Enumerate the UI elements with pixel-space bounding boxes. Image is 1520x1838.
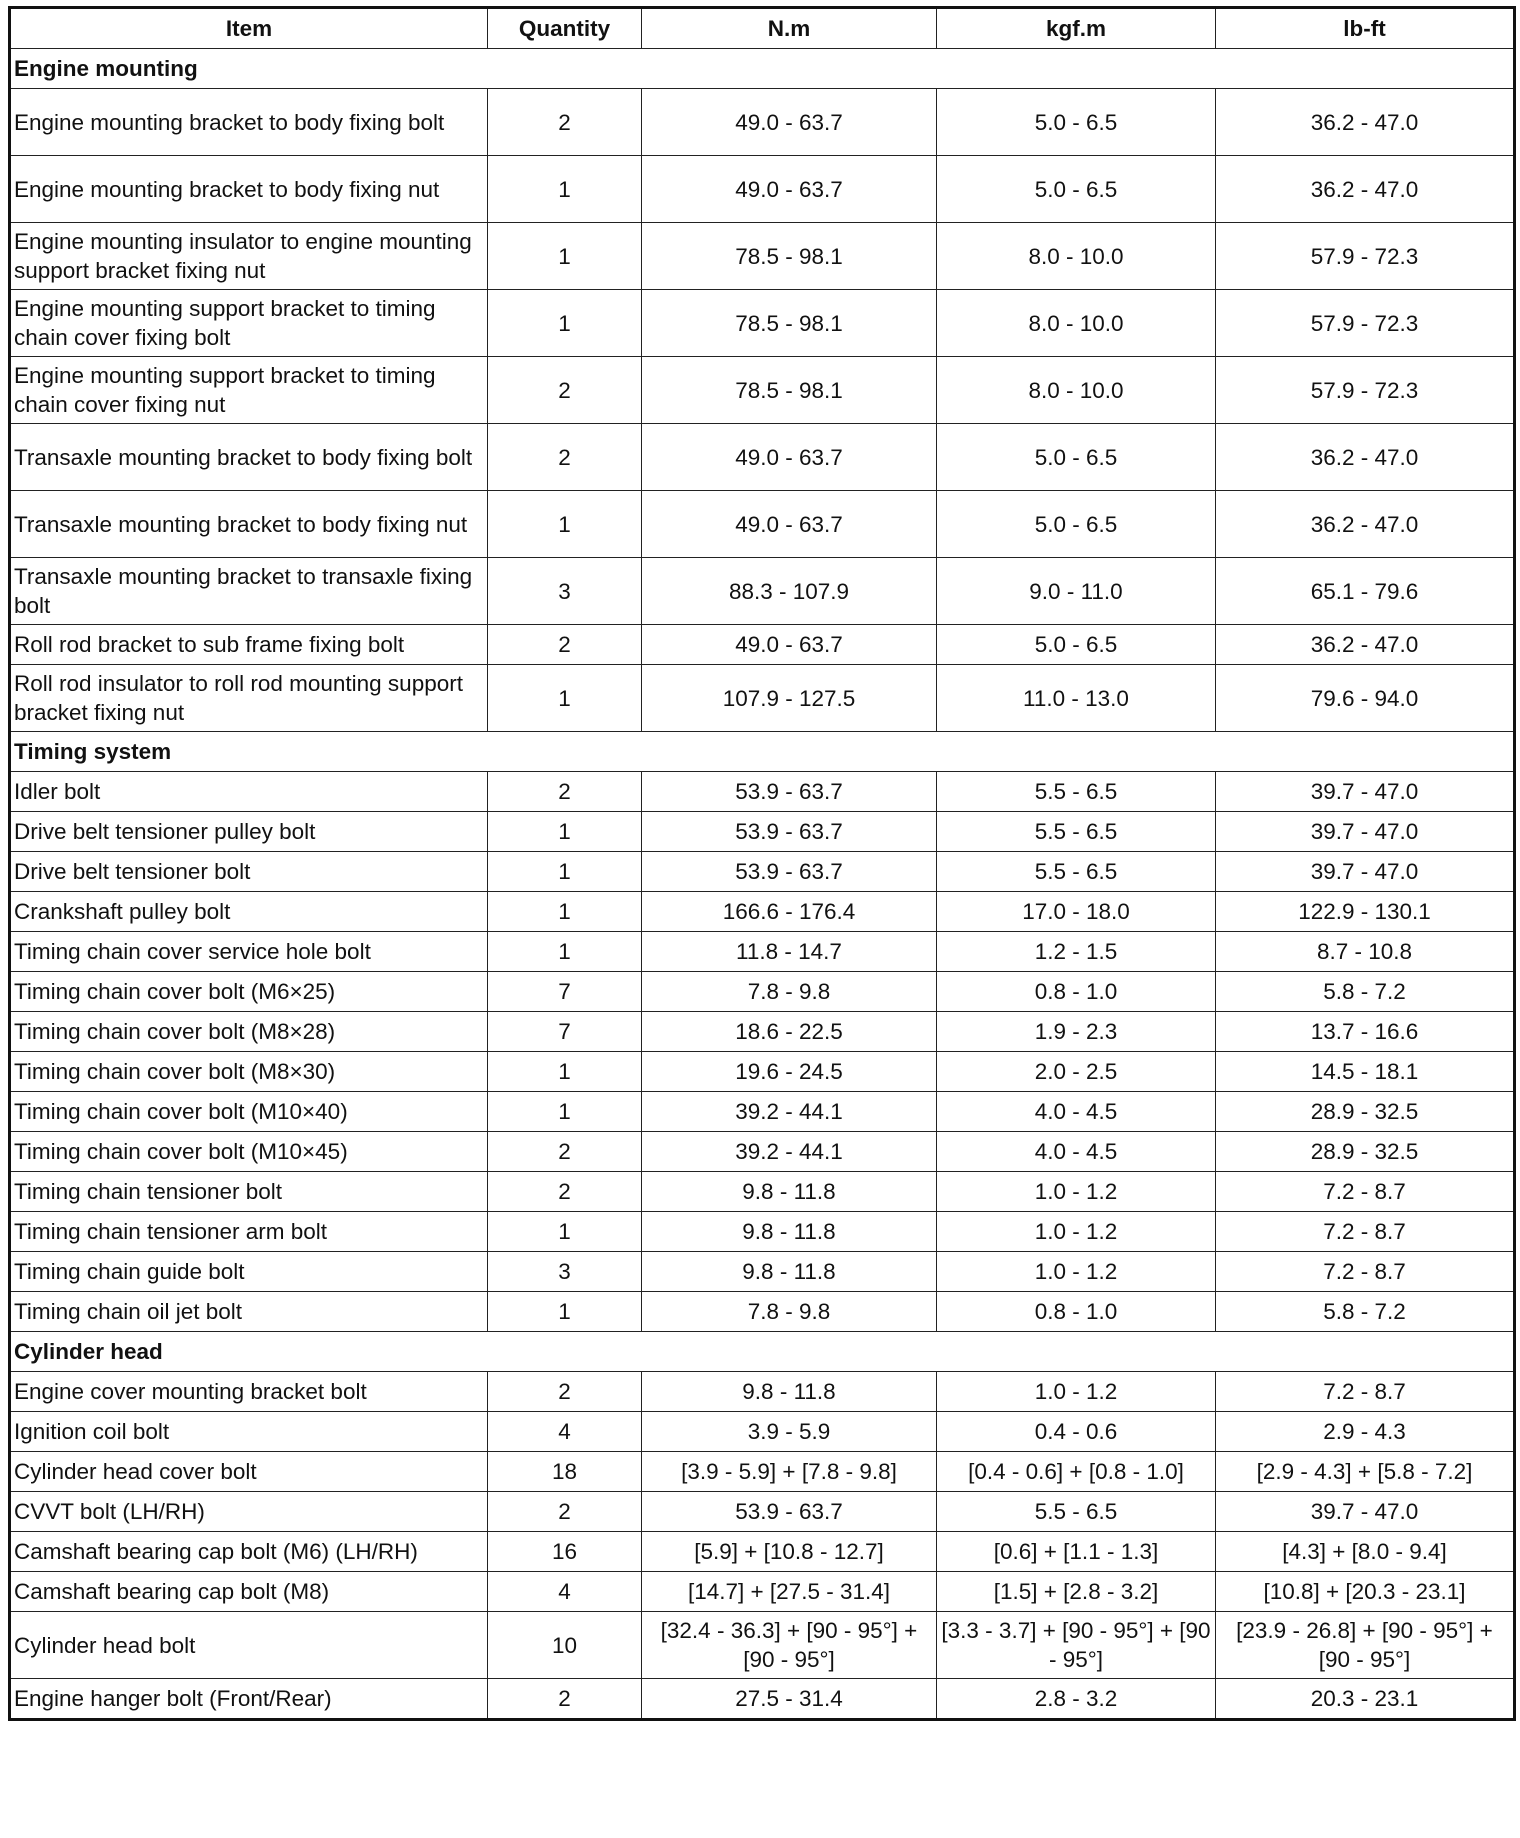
table-row	[10, 665, 1515, 732]
cell-quantity: 2	[488, 772, 642, 812]
cell-kgfm: 5.0 - 6.5	[937, 625, 1216, 665]
cell-lbft: 65.1 - 79.6	[1216, 558, 1515, 625]
cell-lbft: 57.9 - 72.3	[1216, 357, 1515, 424]
table-row	[10, 625, 1515, 665]
cell-lbft: 28.9 - 32.5	[1216, 1132, 1515, 1172]
cell-item: Timing chain cover bolt (M6×25)	[10, 972, 488, 1012]
cell-lbft: 5.8 - 7.2	[1216, 1292, 1515, 1332]
section-title: Cylinder head	[10, 1332, 1515, 1372]
cell-quantity: 1	[488, 812, 642, 852]
cell-lbft: [23.9 - 26.8] + [90 - 95°] + [90 - 95°]	[1216, 1612, 1515, 1679]
torque-spec-table	[8, 6, 1516, 1721]
cell-lbft: 20.3 - 23.1	[1216, 1679, 1515, 1720]
table-row	[10, 1172, 1515, 1212]
cell-item: Engine hanger bolt (Front/Rear)	[10, 1679, 488, 1720]
cell-item: Engine mounting support bracket to timing chain cover fixing nut	[10, 357, 488, 424]
table-row	[10, 1532, 1515, 1572]
table-row	[10, 1092, 1515, 1132]
cell-lbft: 5.8 - 7.2	[1216, 972, 1515, 1012]
table-row	[10, 1612, 1515, 1679]
cell-quantity: 1	[488, 1052, 642, 1092]
cell-quantity: 2	[488, 1492, 642, 1532]
cell-kgfm: 4.0 - 4.5	[937, 1092, 1216, 1132]
header-quantity: Quantity	[488, 8, 642, 49]
cell-lbft: 13.7 - 16.6	[1216, 1012, 1515, 1052]
cell-item: Camshaft bearing cap bolt (M6) (LH/RH)	[10, 1532, 488, 1572]
cell-quantity: 2	[488, 89, 642, 156]
cell-nm: 9.8 - 11.8	[642, 1252, 937, 1292]
cell-kgfm: 8.0 - 10.0	[937, 223, 1216, 290]
cell-quantity: 18	[488, 1452, 642, 1492]
section-row	[10, 1332, 1515, 1372]
cell-lbft: 39.7 - 47.0	[1216, 772, 1515, 812]
cell-quantity: 1	[488, 290, 642, 357]
cell-lbft: 36.2 - 47.0	[1216, 424, 1515, 491]
header-nm: N.m	[642, 8, 937, 49]
torque-spec-page	[8, 6, 1513, 1721]
cell-kgfm: 0.8 - 1.0	[937, 972, 1216, 1012]
cell-kgfm: 5.5 - 6.5	[937, 1492, 1216, 1532]
cell-nm: 107.9 - 127.5	[642, 665, 937, 732]
cell-item: Cylinder head cover bolt	[10, 1452, 488, 1492]
cell-quantity: 2	[488, 357, 642, 424]
cell-nm: 3.9 - 5.9	[642, 1412, 937, 1452]
cell-nm: [3.9 - 5.9] + [7.8 - 9.8]	[642, 1452, 937, 1492]
table-row	[10, 357, 1515, 424]
cell-kgfm: 1.0 - 1.2	[937, 1172, 1216, 1212]
cell-item: Timing chain cover bolt (M8×30)	[10, 1052, 488, 1092]
cell-quantity: 1	[488, 156, 642, 223]
cell-quantity: 2	[488, 625, 642, 665]
cell-item: Transaxle mounting bracket to transaxle fixing bolt	[10, 558, 488, 625]
cell-lbft: [10.8] + [20.3 - 23.1]	[1216, 1572, 1515, 1612]
cell-quantity: 3	[488, 1252, 642, 1292]
cell-item: Drive belt tensioner bolt	[10, 852, 488, 892]
cell-quantity: 16	[488, 1532, 642, 1572]
cell-lbft: 28.9 - 32.5	[1216, 1092, 1515, 1132]
cell-nm: 7.8 - 9.8	[642, 1292, 937, 1332]
cell-item: Engine mounting insulator to engine mounting support bracket fixing nut	[10, 223, 488, 290]
cell-kgfm: 1.0 - 1.2	[937, 1212, 1216, 1252]
cell-kgfm: 5.0 - 6.5	[937, 491, 1216, 558]
cell-nm: 53.9 - 63.7	[642, 772, 937, 812]
cell-nm: [5.9] + [10.8 - 12.7]	[642, 1532, 937, 1572]
table-row	[10, 1372, 1515, 1412]
cell-nm: 49.0 - 63.7	[642, 156, 937, 223]
table-row	[10, 1492, 1515, 1532]
cell-item: Timing chain tensioner arm bolt	[10, 1212, 488, 1252]
cell-lbft: 7.2 - 8.7	[1216, 1212, 1515, 1252]
cell-quantity: 1	[488, 223, 642, 290]
cell-nm: 49.0 - 63.7	[642, 625, 937, 665]
table-row	[10, 290, 1515, 357]
cell-quantity: 1	[488, 892, 642, 932]
table-row	[10, 1679, 1515, 1720]
cell-lbft: 79.6 - 94.0	[1216, 665, 1515, 732]
cell-kgfm: [0.6] + [1.1 - 1.3]	[937, 1532, 1216, 1572]
cell-nm: 9.8 - 11.8	[642, 1172, 937, 1212]
cell-kgfm: 1.0 - 1.2	[937, 1372, 1216, 1412]
cell-nm: 39.2 - 44.1	[642, 1092, 937, 1132]
cell-lbft: 7.2 - 8.7	[1216, 1172, 1515, 1212]
cell-lbft: 57.9 - 72.3	[1216, 290, 1515, 357]
section-row	[10, 732, 1515, 772]
cell-nm: 39.2 - 44.1	[642, 1132, 937, 1172]
cell-item: Timing chain oil jet bolt	[10, 1292, 488, 1332]
cell-nm: 53.9 - 63.7	[642, 1492, 937, 1532]
section-title: Timing system	[10, 732, 1515, 772]
cell-item: Transaxle mounting bracket to body fixing nut	[10, 491, 488, 558]
cell-lbft: 39.7 - 47.0	[1216, 852, 1515, 892]
table-body	[10, 49, 1515, 1720]
cell-item: Engine cover mounting bracket bolt	[10, 1372, 488, 1412]
cell-nm: 78.5 - 98.1	[642, 223, 937, 290]
cell-item: Camshaft bearing cap bolt (M8)	[10, 1572, 488, 1612]
cell-item: Engine mounting support bracket to timing chain cover fixing bolt	[10, 290, 488, 357]
cell-kgfm: 11.0 - 13.0	[937, 665, 1216, 732]
cell-lbft: 36.2 - 47.0	[1216, 625, 1515, 665]
cell-item: Timing chain tensioner bolt	[10, 1172, 488, 1212]
cell-kgfm: 0.8 - 1.0	[937, 1292, 1216, 1332]
table-row	[10, 156, 1515, 223]
cell-nm: 166.6 - 176.4	[642, 892, 937, 932]
cell-lbft: [2.9 - 4.3] + [5.8 - 7.2]	[1216, 1452, 1515, 1492]
table-row	[10, 491, 1515, 558]
cell-item: Timing chain cover bolt (M10×45)	[10, 1132, 488, 1172]
table-row	[10, 1012, 1515, 1052]
cell-item: Roll rod insulator to roll rod mounting support bracket fixing nut	[10, 665, 488, 732]
cell-nm: 18.6 - 22.5	[642, 1012, 937, 1052]
cell-quantity: 2	[488, 1372, 642, 1412]
cell-nm: 78.5 - 98.1	[642, 357, 937, 424]
table-row	[10, 1252, 1515, 1292]
cell-kgfm: 2.0 - 2.5	[937, 1052, 1216, 1092]
cell-nm: 7.8 - 9.8	[642, 972, 937, 1012]
cell-kgfm: 5.5 - 6.5	[937, 812, 1216, 852]
table-row	[10, 772, 1515, 812]
cell-lbft: 7.2 - 8.7	[1216, 1372, 1515, 1412]
table-row	[10, 223, 1515, 290]
table-row	[10, 812, 1515, 852]
cell-lbft: 14.5 - 18.1	[1216, 1052, 1515, 1092]
cell-lbft: 8.7 - 10.8	[1216, 932, 1515, 972]
header-item: Item	[10, 8, 488, 49]
cell-item: Timing chain cover bolt (M10×40)	[10, 1092, 488, 1132]
cell-lbft: 122.9 - 130.1	[1216, 892, 1515, 932]
cell-kgfm: 5.5 - 6.5	[937, 772, 1216, 812]
cell-kgfm: 0.4 - 0.6	[937, 1412, 1216, 1452]
table-header-row	[10, 8, 1515, 49]
cell-kgfm: 5.0 - 6.5	[937, 424, 1216, 491]
cell-quantity: 2	[488, 424, 642, 491]
cell-kgfm: 5.5 - 6.5	[937, 852, 1216, 892]
cell-kgfm: 9.0 - 11.0	[937, 558, 1216, 625]
cell-quantity: 10	[488, 1612, 642, 1679]
header-lbft: lb-ft	[1216, 8, 1515, 49]
cell-quantity: 1	[488, 665, 642, 732]
cell-kgfm: 4.0 - 4.5	[937, 1132, 1216, 1172]
cell-lbft: 7.2 - 8.7	[1216, 1252, 1515, 1292]
cell-kgfm: 2.8 - 3.2	[937, 1679, 1216, 1720]
cell-quantity: 1	[488, 932, 642, 972]
cell-nm: 11.8 - 14.7	[642, 932, 937, 972]
cell-quantity: 2	[488, 1172, 642, 1212]
table-row	[10, 1052, 1515, 1092]
cell-item: Engine mounting bracket to body fixing nut	[10, 156, 488, 223]
table-row	[10, 932, 1515, 972]
table-row	[10, 424, 1515, 491]
cell-kgfm: 1.2 - 1.5	[937, 932, 1216, 972]
cell-quantity: 1	[488, 1092, 642, 1132]
cell-quantity: 1	[488, 491, 642, 558]
header-kgfm: kgf.m	[937, 8, 1216, 49]
cell-nm: 88.3 - 107.9	[642, 558, 937, 625]
cell-item: CVVT bolt (LH/RH)	[10, 1492, 488, 1532]
cell-nm: 49.0 - 63.7	[642, 89, 937, 156]
cell-nm: 53.9 - 63.7	[642, 852, 937, 892]
cell-lbft: 39.7 - 47.0	[1216, 812, 1515, 852]
cell-item: Crankshaft pulley bolt	[10, 892, 488, 932]
cell-lbft: 36.2 - 47.0	[1216, 156, 1515, 223]
table-row	[10, 972, 1515, 1012]
table-row	[10, 1212, 1515, 1252]
cell-lbft: 57.9 - 72.3	[1216, 223, 1515, 290]
cell-kgfm: 8.0 - 10.0	[937, 357, 1216, 424]
cell-nm: 49.0 - 63.7	[642, 424, 937, 491]
table-row	[10, 1292, 1515, 1332]
cell-quantity: 2	[488, 1132, 642, 1172]
cell-nm: 78.5 - 98.1	[642, 290, 937, 357]
cell-item: Timing chain cover service hole bolt	[10, 932, 488, 972]
cell-nm: 49.0 - 63.7	[642, 491, 937, 558]
cell-item: Drive belt tensioner pulley bolt	[10, 812, 488, 852]
cell-item: Roll rod bracket to sub frame fixing bolt	[10, 625, 488, 665]
cell-quantity: 4	[488, 1412, 642, 1452]
cell-nm: 9.8 - 11.8	[642, 1212, 937, 1252]
cell-quantity: 2	[488, 1679, 642, 1720]
table-row	[10, 558, 1515, 625]
cell-kgfm: 8.0 - 10.0	[937, 290, 1216, 357]
section-row	[10, 49, 1515, 89]
cell-kgfm: [0.4 - 0.6] + [0.8 - 1.0]	[937, 1452, 1216, 1492]
cell-quantity: 1	[488, 852, 642, 892]
table-row	[10, 89, 1515, 156]
table-row	[10, 892, 1515, 932]
cell-nm: 27.5 - 31.4	[642, 1679, 937, 1720]
cell-item: Idler bolt	[10, 772, 488, 812]
cell-nm: [14.7] + [27.5 - 31.4]	[642, 1572, 937, 1612]
section-title: Engine mounting	[10, 49, 1515, 89]
cell-kgfm: 17.0 - 18.0	[937, 892, 1216, 932]
cell-item: Engine mounting bracket to body fixing bolt	[10, 89, 488, 156]
table-row	[10, 1412, 1515, 1452]
cell-quantity: 3	[488, 558, 642, 625]
cell-lbft: 2.9 - 4.3	[1216, 1412, 1515, 1452]
cell-nm: 53.9 - 63.7	[642, 812, 937, 852]
cell-kgfm: 1.0 - 1.2	[937, 1252, 1216, 1292]
cell-quantity: 1	[488, 1212, 642, 1252]
cell-nm: 9.8 - 11.8	[642, 1372, 937, 1412]
cell-quantity: 7	[488, 1012, 642, 1052]
cell-item: Cylinder head bolt	[10, 1612, 488, 1679]
cell-item: Transaxle mounting bracket to body fixing bolt	[10, 424, 488, 491]
cell-quantity: 1	[488, 1292, 642, 1332]
cell-lbft: 36.2 - 47.0	[1216, 89, 1515, 156]
cell-nm: [32.4 - 36.3] + [90 - 95°] + [90 - 95°]	[642, 1612, 937, 1679]
cell-item: Timing chain cover bolt (M8×28)	[10, 1012, 488, 1052]
table-row	[10, 1132, 1515, 1172]
cell-lbft: [4.3] + [8.0 - 9.4]	[1216, 1532, 1515, 1572]
table-row	[10, 1572, 1515, 1612]
cell-nm: 19.6 - 24.5	[642, 1052, 937, 1092]
cell-lbft: 36.2 - 47.0	[1216, 491, 1515, 558]
cell-kgfm: 1.9 - 2.3	[937, 1012, 1216, 1052]
cell-item: Ignition coil bolt	[10, 1412, 488, 1452]
table-row	[10, 852, 1515, 892]
cell-quantity: 4	[488, 1572, 642, 1612]
cell-quantity: 7	[488, 972, 642, 1012]
cell-kgfm: [1.5] + [2.8 - 3.2]	[937, 1572, 1216, 1612]
cell-kgfm: 5.0 - 6.5	[937, 89, 1216, 156]
cell-kgfm: [3.3 - 3.7] + [90 - 95°] + [90 - 95°]	[937, 1612, 1216, 1679]
cell-item: Timing chain guide bolt	[10, 1252, 488, 1292]
cell-kgfm: 5.0 - 6.5	[937, 156, 1216, 223]
cell-lbft: 39.7 - 47.0	[1216, 1492, 1515, 1532]
table-row	[10, 1452, 1515, 1492]
